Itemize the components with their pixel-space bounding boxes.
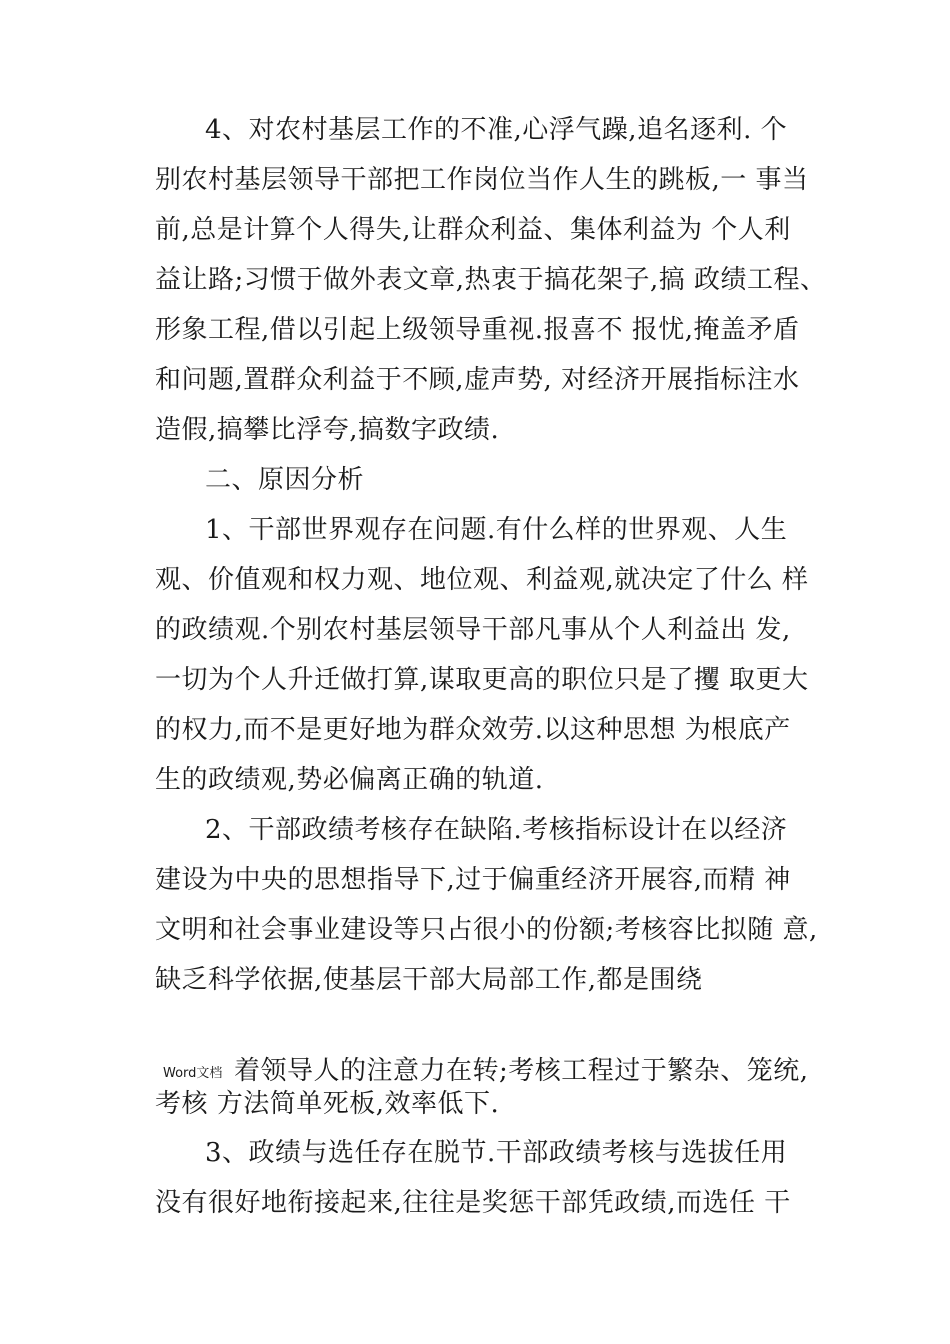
paragraph-line: 1、干部世界观存在问题.有什么样的世界观、人生	[205, 515, 788, 545]
paragraph-line: 生的政绩观,势必偏离正确的轨道.	[155, 765, 544, 795]
paragraph-line: 考核 方法简单死板,效率低下.	[155, 1089, 500, 1119]
paragraph-line: 造假,搞攀比浮夸,搞数字政绩.	[155, 415, 500, 445]
paragraph-line: 文明和社会事业建设等只占很小的份额;考核容比拟随 意,	[155, 915, 818, 945]
paragraph-line: 建设为中央的思想指导下,过于偏重经济开展容,而精 神	[155, 865, 791, 895]
paragraph-line: 着领导人的注意力在转;考核工程过于繁杂、笼统,	[234, 1056, 809, 1086]
section-heading: 二、原因分析	[205, 465, 365, 495]
paragraph-line: 观、价值观和权力观、地位观、利益观,就决定了什么 样	[155, 565, 809, 595]
paragraph-line: 前,总是计算个人得失,让群众利益、集体利益为 个人利	[155, 215, 791, 245]
paragraph-line: 形象工程,借以引起上级领导重视.报喜不 报忧,掩盖矛盾	[155, 315, 800, 345]
paragraph-line: 的权力,而不是更好地为群众效劳.以这种思想 为根底产	[155, 715, 791, 745]
paragraph-line: 缺乏科学依据,使基层干部大局部工作,都是围绕	[155, 965, 703, 995]
paragraph-line: 没有很好地衔接起来,往往是奖惩干部凭政绩,而选任 干	[155, 1188, 791, 1218]
paragraph-line: 益让路;习惯于做外表文章,热衷于搞花架子,搞 政绩工程、	[155, 265, 827, 295]
paragraph-line: 别农村基层领导干部把工作岗位当作人生的跳板,一 事当	[155, 165, 809, 195]
paragraph-line: 3、政绩与选任存在脱节.干部政绩考核与选拔任用	[205, 1138, 788, 1168]
paragraph-line: 一切为个人升迁做打算,谋取更高的职位只是了攫 取更大	[155, 665, 809, 695]
word-doc-tag: Word文档	[163, 1066, 223, 1081]
paragraph-line: 的政绩观.个别农村基层领导干部凡事从个人利益出 发,	[155, 615, 791, 645]
paragraph-line: 和问题,置群众利益于不顾,虚声势, 对经济开展指标注水	[155, 365, 800, 395]
paragraph-line: 2、干部政绩考核存在缺陷.考核指标设计在以经济	[205, 815, 788, 845]
paragraph-line: 4、对农村基层工作的不准,心浮气躁,追名逐利. 个	[205, 115, 788, 145]
